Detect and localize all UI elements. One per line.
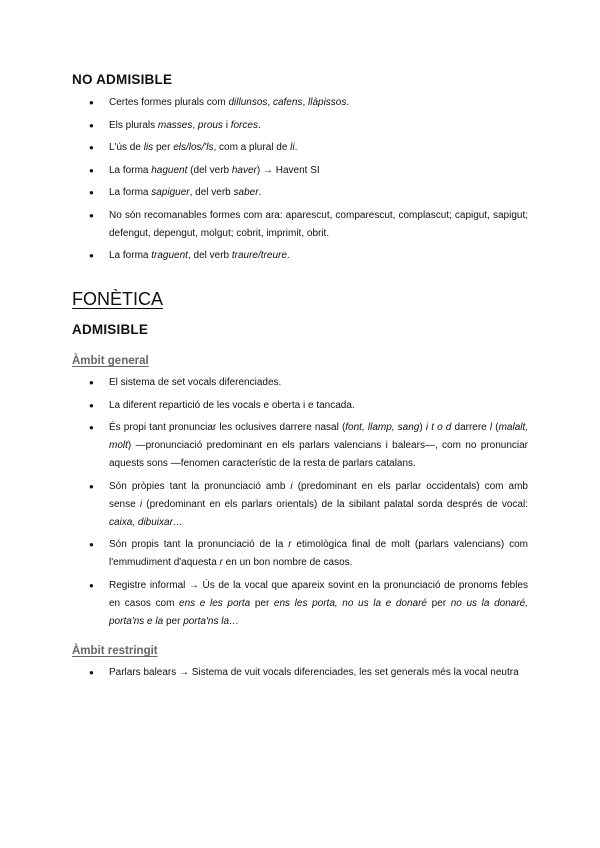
heading-no-admisible: NO ADMISIBLE xyxy=(72,72,173,87)
list-item: ● Són propis tant la pronunciació de la r etimològica final de molt (parlars valencians) com l'emmudiment d'aquesta r en un bon nombre de casos. xyxy=(90,536,528,572)
list-item: ● Els plurals masses, prous i forces. xyxy=(90,117,528,135)
list-item: ● Són pròpies tant la pronunciació amb i (predominant en els parlar occidentals) com amb sense i (predominant en els parlars orientals) de la sibilant palatal sorda després de vocal: caixa, dibuixar… xyxy=(90,478,528,532)
heading-admisible: ADMISIBLE xyxy=(72,322,149,337)
list-item: ● Certes formes plurals com dillunsos, cafens, llàpissos. xyxy=(90,94,528,112)
list-item: ● L'ús de lis per els/los/'ls, com a plural de li. xyxy=(90,139,528,157)
ambit-general-list xyxy=(90,374,528,631)
subheading-ambit-general: Àmbit general xyxy=(72,355,149,367)
list-item: ● La forma sapiguer, del verb saber. xyxy=(90,184,528,202)
list-item: ● Registre informal → Ús de la vocal que apareix sovint en la pronunciació de pronoms febles en casos com ens e les porta per ens les porta, no us la e donaré per no us la donaré, porta'ns e la per porta'ns la… xyxy=(90,577,528,631)
ambit-restringit-list xyxy=(90,664,528,682)
list-item: ● La forma traguent, del verb traure/treure. xyxy=(90,247,528,265)
list-item: ● La forma haguent (del verb haver) → Havent SI xyxy=(90,162,528,180)
list-item: ● És propi tant pronunciar les oclusives darrere nasal (font, llamp, sang) i t o d darrere l (malalt, molt) —pronunciació predominant en els parlars valencians i balears—, com no pronunciar aquests sons —fenomen característic de la resta de parlars catalans. xyxy=(90,419,528,473)
list-item: ● No són recomanables formes com ara: aparescut, comparescut, complascut; capigut, sapigut; defengut, depengut, molgut; cobrit, imprimit, obrit. xyxy=(90,207,528,243)
list-item: ● Parlars balears → Sistema de vuit vocals diferenciades, les set generals més la vocal neutra xyxy=(90,664,528,682)
list-item: ● El sistema de set vocals diferenciades. xyxy=(90,374,528,392)
section-title-fonetica: FONÈTICA xyxy=(72,289,164,309)
no-admisible-list xyxy=(90,94,528,265)
subheading-ambit-restringit: Àmbit restringit xyxy=(72,645,158,657)
list-item: ● La diferent repartició de les vocals e oberta i e tancada. xyxy=(90,397,528,415)
